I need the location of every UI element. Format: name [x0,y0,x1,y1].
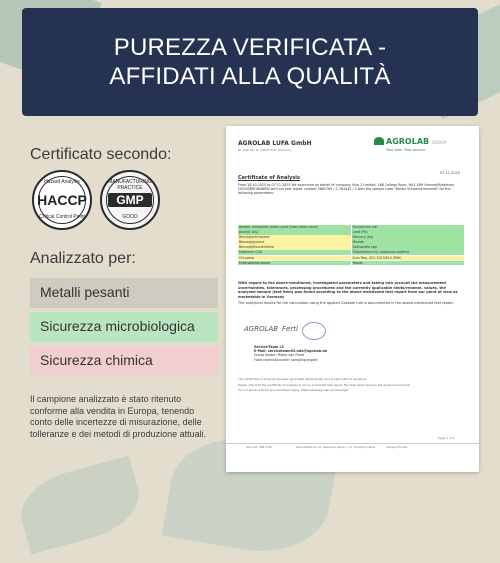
parameter-cell: Benzo(b)fluoranthene [238,245,351,250]
parameter-cell: Lead (Pb) [352,230,465,235]
document-title: Certificate of Analysis [238,175,300,181]
analysis-item-chemical: Sicurezza chimica [30,346,218,376]
certification-label: Certificato secondo: [30,146,172,163]
gmp-badge-text: GMP [108,193,152,207]
signature-1: AGROLAB [244,325,279,333]
analysis-label: Analizzato per: [30,250,136,267]
logo-tagline: Your labs. Your service. [386,148,427,152]
parameter-cell: Yeasts [352,261,465,266]
parameter-cell: Salmonella spp [352,245,465,250]
gmp-badge-bottom-text: GOOD [122,214,138,220]
page-number: Page 1 of 1 [438,436,455,440]
contact-block [254,345,327,362]
contact-line: Group leader: Maike von Fintel [254,353,305,358]
decorative-leaf [13,456,147,555]
gmp-badge-icon [100,170,160,230]
fine-line: Please note that the Certificate of Analysis is not an accredited test report. The test report remains the decisive document. [238,382,411,387]
headline-line-1: PUREZZA VERIFICATA - [113,34,387,61]
conformity-footnote: Il campione analizzato è stato ritenuto conforme alla vendita in Europa, tenendo conto delle incertezze di misurazione, delle tolleranze e dei metodi di produzione attuali. [30,394,207,439]
footer-col: Amtsgericht Kiel [386,446,408,449]
parameter-cell: Arsenic (As) [238,230,351,235]
haccp-badge-icon [32,170,92,230]
conformity-statement [238,281,464,306]
certificate-document [226,126,479,472]
lab-address: Dr.-Hell-Str. 6, 24107 Kiel, Germany [238,148,292,152]
analysis-item-heavy-metals: Metalli pesanti [30,278,218,308]
parameter-cell: Benzo(a)pyrene [238,240,351,245]
parameter-cell: Aerobic mesophilic plate count (total plate count) [238,225,351,230]
logo-text: AGROLAB [386,137,430,146]
parameter-cell: Staphylococcus, coagulase-positive [352,250,465,255]
parameter-cell: Moulds [352,240,465,245]
headline-banner [22,8,478,116]
contact-line: E-Mail: serviceteam03.lufa@agrolab.de [254,349,327,354]
agrolab-logo-icon [374,137,384,145]
document-date: 07.11.2025 [440,171,461,175]
haccp-badge-top-text: Hazard Analysis [44,179,80,185]
parameter-cell: Sum Reg. (EC) 2023/915 (PAH) [352,256,465,261]
contact-line: Food chemist/counter sampling expert [254,357,318,362]
haccp-badge-text: HACCP [37,192,87,208]
footer-col: Geschäftsführer: Dr. Stephanie Nagorny, Dr. Christoph Kähler [296,446,376,449]
parameter-cell: Chrysene [238,256,351,261]
stamp-icon [302,322,326,340]
signature-2: Fertl [282,325,298,333]
parameter-cell: Enterobacteriaceae [238,261,351,266]
fine-line: This Certificate of Analysis has been generated electronically and is valid without signature. [238,377,367,381]
footer-col: Sitz: Kiel, HRB 3796 [246,446,272,449]
parameter-table [238,225,464,265]
statement-note: The analytical results for the calculation using the applied Gesetze rule is documented in the above-mentioned test report. [238,301,454,305]
gmp-badge-top-text: MANUFACTURING PRACTICE [108,179,152,191]
agrolab-logo [374,137,446,146]
footer-divider [226,443,479,444]
document-intro: From 28.10.2025 to 07.11.2025 We examined on behalf of company Viva 2 Limited, 166 College Road, HA1 1BH Harrow/Middlesex, GROSSBRITANNIEN with our test report number 3681789 / 2-764442 / 2 with the sample code "Rasbu Schwarzkümmelöl" for the following parameters: [238,183,455,196]
parameter-cell: Mercury (Hg) [352,235,465,240]
contact-line: Service-Team L3 [254,345,284,349]
logo-suffix: GROUP [431,140,447,145]
parameter-cell: Cadmium (Cd) [238,250,351,255]
parameter-cell: Benz(a)anthracene [238,235,351,240]
parameter-cell: Escherichia coli [352,225,465,230]
headline-line-2: AFFIDATI ALLA QUALITÀ [109,63,391,90]
lab-company-name: AGROLAB LUFA GmbH [238,140,312,147]
statement-main: With regard to the above-mentioned, investigated parameters and taking into account the measurement uncertainties, tolerances, processing procedures and the currently applicable limits/recomm. values, the analyzed sample (test item) was found according to the above mentioned test report from our point of view as marketable in Germany [238,281,458,299]
analysis-item-microbiological: Sicurezza microbiologica [30,312,218,342]
haccp-badge-bottom-text: Critical Control Point [39,214,85,220]
fine-line: For our General Terms and Conditions apply: https://www.agrolab.com/en/legal [238,388,349,393]
fine-print [238,378,464,393]
